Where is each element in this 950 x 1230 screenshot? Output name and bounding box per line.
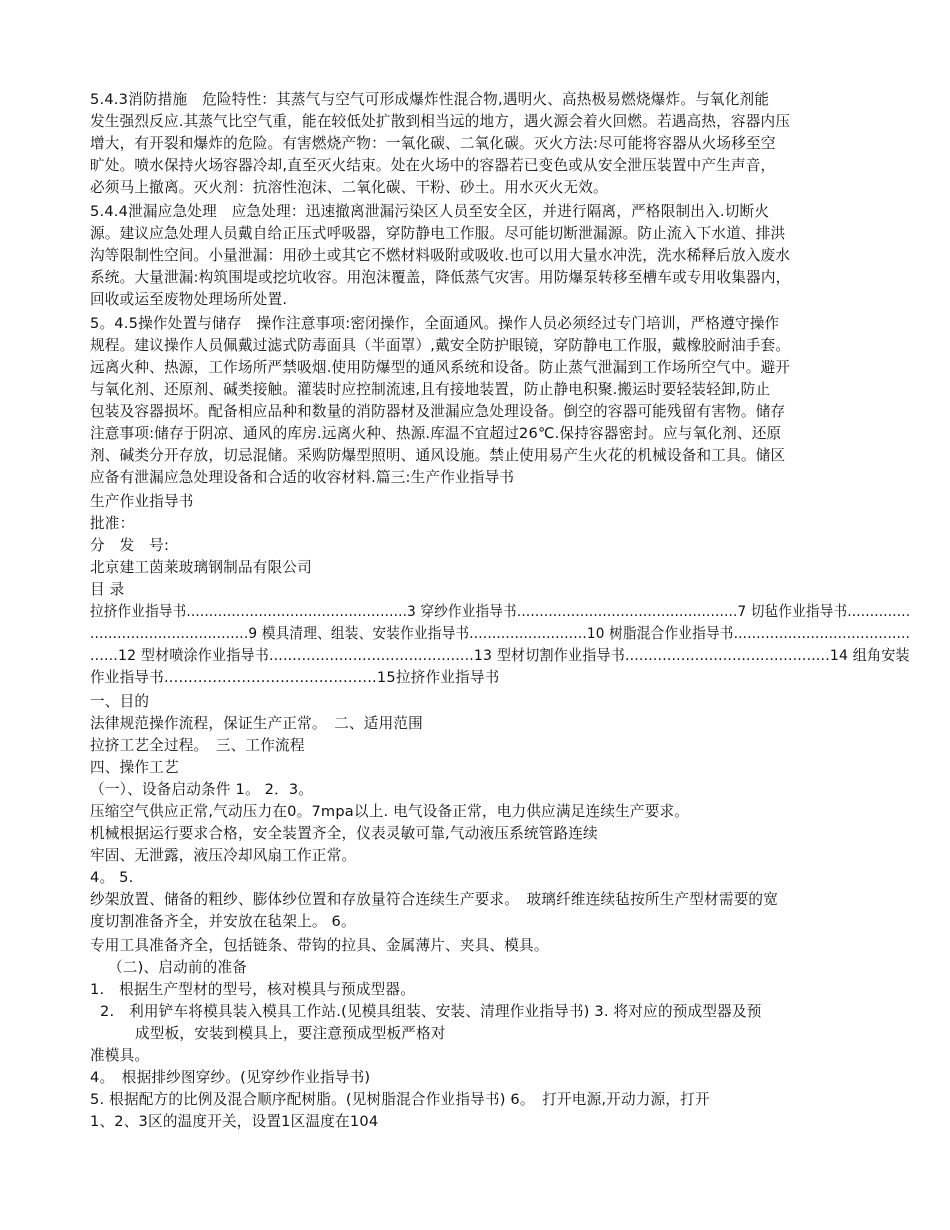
text-line: 系统。大量泄漏:构筑围堤或挖坑收容。用泡沫覆盖，降低蒸气灾害。用防爆泵转移至槽车或专用收集器内， [90,269,791,286]
text-line: 成型板，安装到模具上，要注意预成型板严格对 [135,1025,446,1042]
text-line: 度切割准备齐全，并安放在毡架上。 6。 [90,913,356,930]
text-line: 批准： [90,515,135,532]
text-line: 剂、碱类分开存放，切忌混储。采购防爆型照明、通风设施。禁止使用易产生火花的机械设备和工具。储区 [90,447,786,464]
text-line: 增大，有开裂和爆炸的危险。有害燃烧产物：一氧化碳、二氧化碳。灭火方法:尽可能将容器从火场移至空 [90,135,776,152]
text-line: 准模具。 [90,1047,150,1064]
text-line: 目 录 [90,581,125,598]
text-line: 沟等限制性空间。小量泄漏：用砂土或其它不燃材料吸附或吸收.也可以用大量水冲洗，洗水稀释后放入废水 [90,247,791,264]
text-line: 远离火种、热源，工作场所严禁吸烟.使用防爆型的通风系统和设备。防止蒸气泄漏到工作场所空气中。避开 [90,359,791,376]
text-line: 5.4.3消防措施 危险特性：其蒸气与空气可形成爆炸性混合物,遇明火、高热极易燃烧爆炸。与氧化剂能 [90,91,770,108]
text-line: 回收或运至废物处理场所处置. [90,291,288,308]
text-line: 北京建工茵莱玻璃钢制品有限公司 [90,559,312,576]
text-line: 源。建议应急处理人员戴自给正压式呼吸器，穿防静电工作服。尽可能切断泄漏源。防止流入下水道、排洪 [90,225,786,242]
text-line: 四、操作工艺 [90,759,179,776]
text-line: 压缩空气供应正常,气动压力在0。7mpa以上. 电气设备正常，电力供应满足连续生产要求。 [90,803,690,820]
text-line: 机械根据运行要求合格，安全装置齐全，仪表灵敏可靠,气动液压系统管路连续 [90,825,598,842]
text-line: 注意事项:储存于阴凉、通风的库房.远离火种、热源.库温不宜超过26℃.保持容器密封。应与氧化剂、还原 [90,425,782,442]
text-line: （二)、启动前的准备 [108,959,248,976]
text-line: 牢固、无泄露，液压冷却风扇工作正常。 [90,847,357,864]
text-line: 旷处。喷水保持火场容器冷却,直至灭火结束。处在火场中的容器若已变色或从安全泄压装置中产生声音， [90,157,776,174]
text-line: 一、目的 [90,693,150,710]
text-line: 与氧化剂、还原剂、碱类接触。灌装时应控制流速,且有接地装置，防止静电积聚.搬运时要轻装轻卸,防止 [90,381,771,398]
text-line: 4。 5. [90,869,134,886]
text-line: 2. 利用铲车将模具装入模具工作站.(见模具组装、安装、清理作业指导书) 3. 将对应的预成型器及预 [100,1003,762,1020]
text-line: 1、2、3区的温度开关，设置1区温度在104 [90,1113,379,1130]
text-line: （一）、设备启动条件 1。 2．3。 [90,781,314,798]
text-line: 包装及容器损坏。配备相应品种和数量的消防器材及泄漏应急处理设备。倒空的容器可能残留有害物。储存 [90,403,786,420]
text-line: 作业指导书............................................15拉挤作业指导书 [90,669,500,686]
text-line: 专用工具准备齐全，包括链条、带钩的拉具、金属薄片、夹具、模具。 [90,937,549,954]
text-line: 4。 根据排纱图穿纱。(见穿纱作业指导书) [90,1069,371,1086]
text-line: 5.4.4泄漏应急处理 应急处理：迅速撤离泄漏污染区人员至安全区，并进行隔离，严格限制出入.切断火 [90,203,770,220]
text-line: 纱架放置、储备的粗纱、膨体纱位置和存放量符合连续生产要求。 玻璃纤维连续毡按所生产型材需要的宽 [90,891,779,908]
text-line: 拉挤工艺全过程。 三、工作流程 [90,737,305,754]
text-line: 1. 根据生产型材的型号，核对模具与预成型器。 [90,981,415,998]
text-line: 必须马上撤离。灭火剂：抗溶性泡沫、二氧化碳、干粉、砂土。用水灭火无效。 [90,179,608,196]
text-line: 法律规范操作流程，保证生产正常。 二、适用范围 [90,715,423,732]
text-line: ...................................9 模具清理、组装、安装作业指导书..........................10 树脂混合作业指导书....................................... [90,625,911,642]
text-line: 5. 根据配方的比例及混合顺序配树脂。(见树脂混合作业指导书) 6。 打开电源,开动力源，打开 [90,1091,710,1108]
text-line: ......12 型材喷涂作业指导书............................................13 型材切割作业指导书............................................14 组角安装 [90,647,910,664]
text-line: 应备有泄漏应急处理设备和合适的收容材料.篇三:生产作业指导书 [90,469,515,486]
text-line: 规程。建议操作人员佩戴过滤式防毒面具（半面罩）,戴安全防护眼镜，穿防静电工作服，戴橡胶耐油手套。 [90,337,791,354]
text-line: 分 发 号: [90,537,170,554]
text-line: 生产作业指导书 [90,493,194,510]
text-line: 拉挤作业指导书.................................................3 穿纱作业指导书.................................................7 切毡作业指导书.............. [90,603,911,620]
text-line: 5。4.5操作处置与储存 操作注意事项:密闭操作，全面通风。操作人员必须经过专门培训，严格遵守操作 [90,315,780,332]
text-line: 发生强烈反应.其蒸气比空气重，能在较低处扩散到相当远的地方，遇火源会着火回燃。若遇高热，容器内压 [90,113,791,130]
